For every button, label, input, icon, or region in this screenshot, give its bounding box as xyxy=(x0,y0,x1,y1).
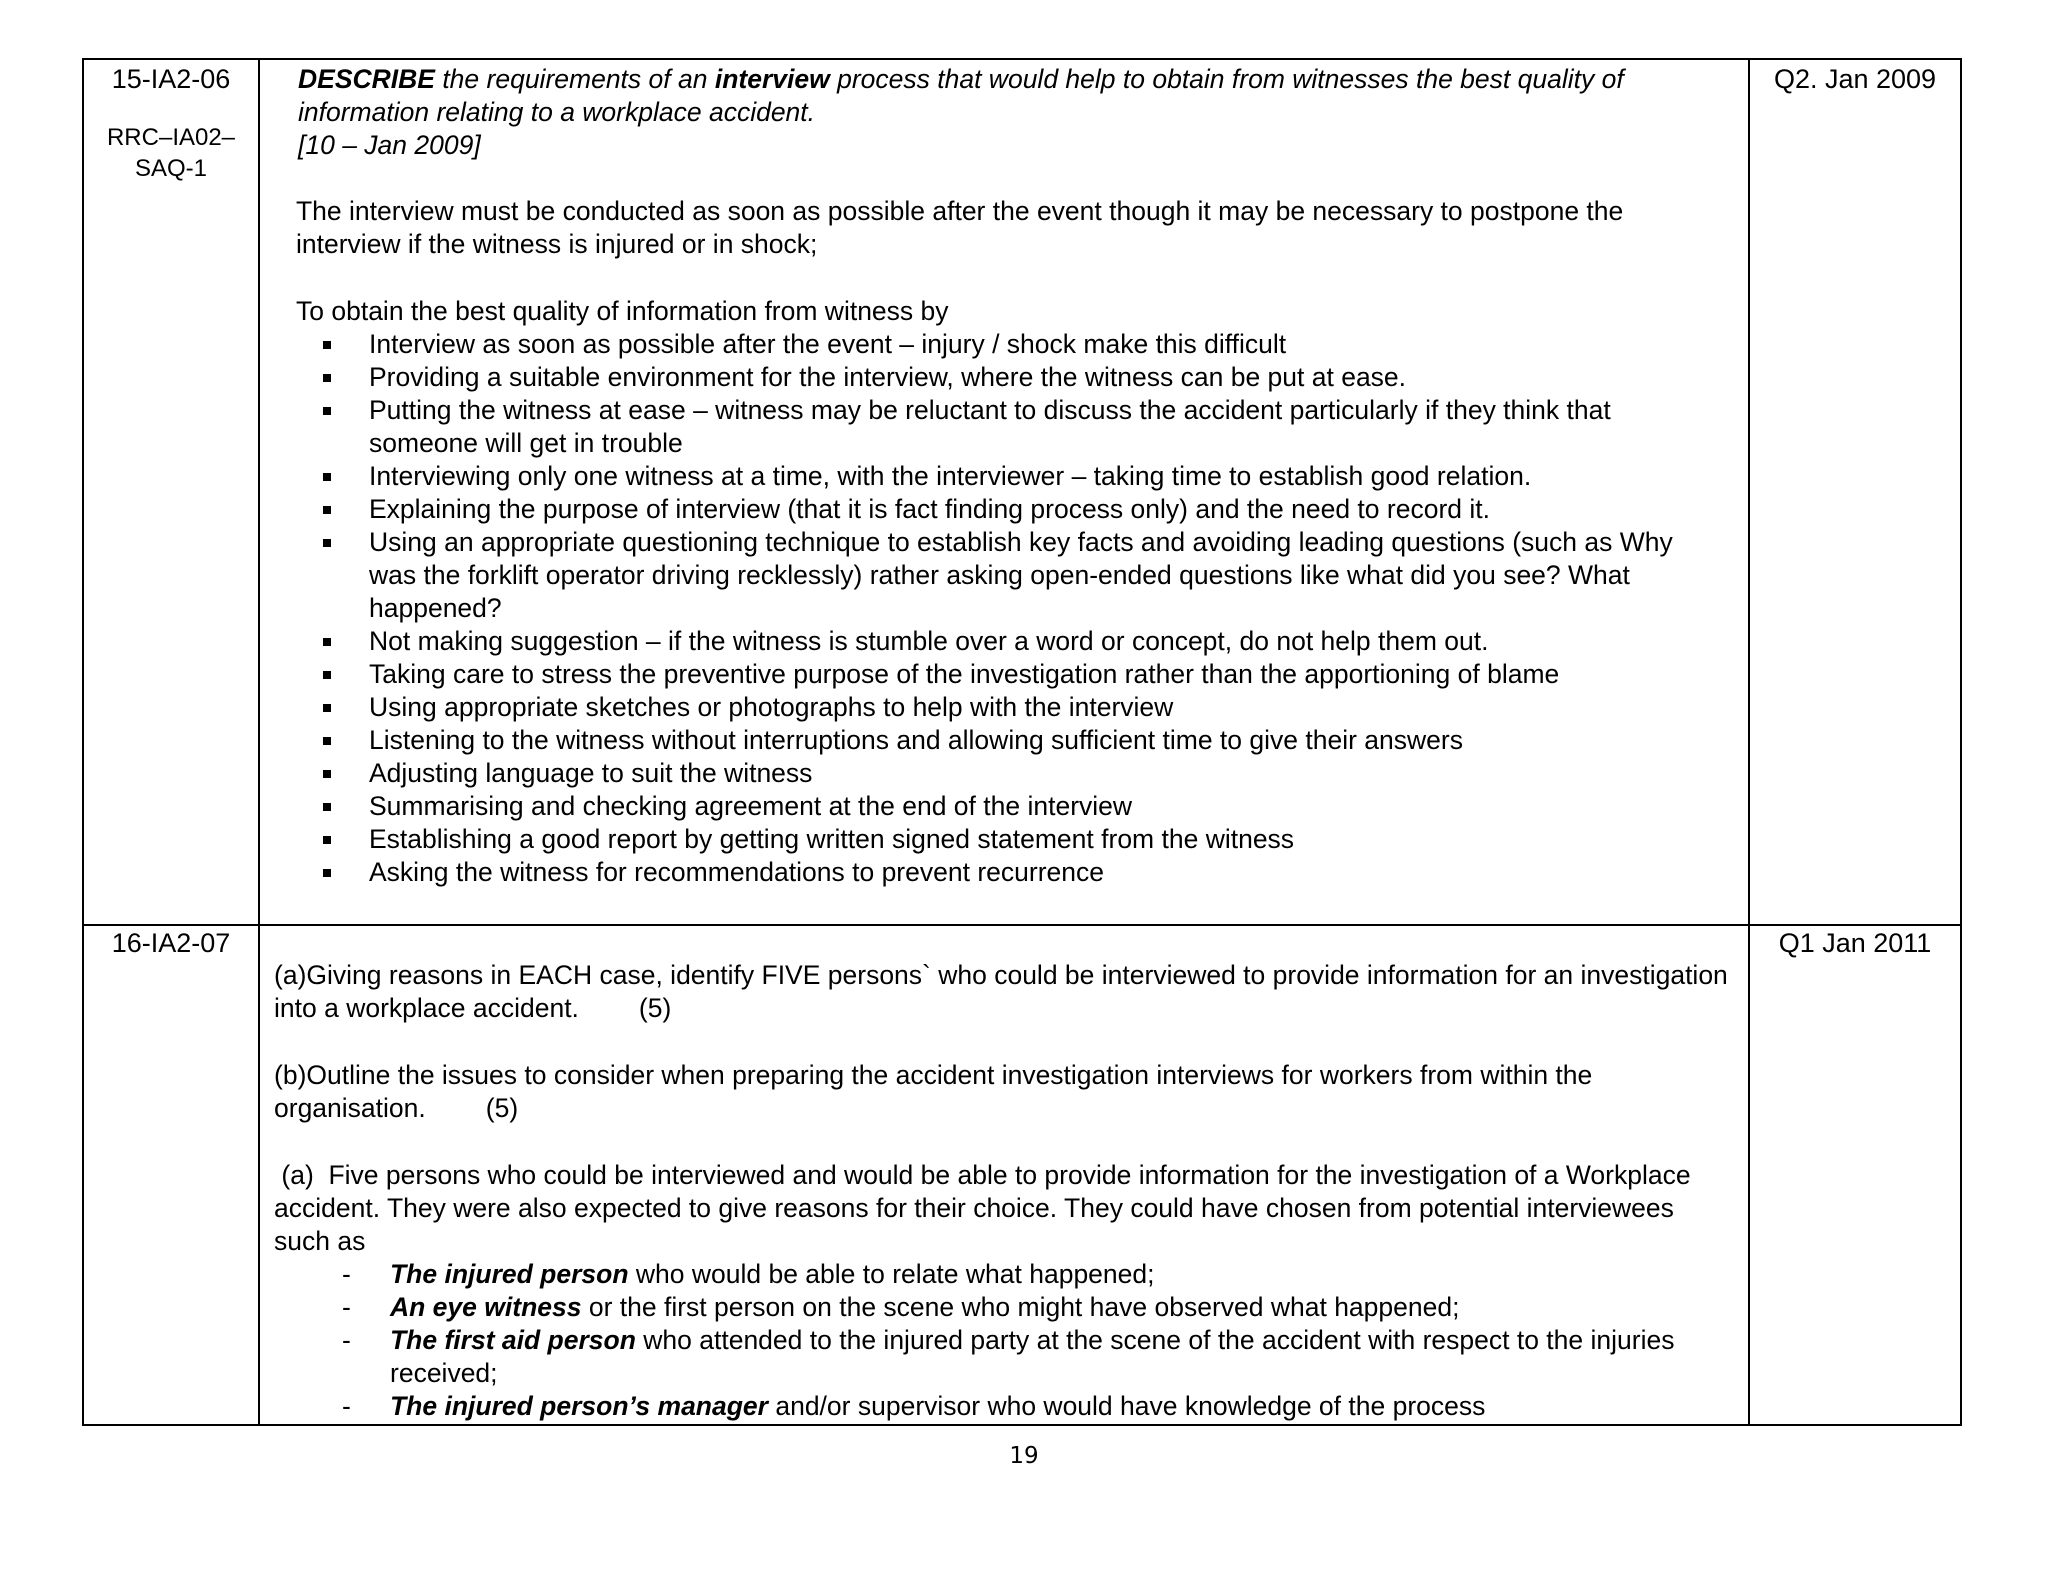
dash-marker: - xyxy=(342,1391,351,1421)
list-item: Explaining the purpose of interview (that it is fact finding process only) and the need to record it. xyxy=(296,493,1726,526)
exam-reference: Q2. Jan 2009 xyxy=(1773,64,1937,94)
answer-a-intro: (a) Five persons who could be interviewed and would be able to provide information for the investigation of a Workplace accident. They were also expected to give reasons for their choice. They could have chosen from potential interviewees such as xyxy=(274,1160,1698,1256)
dash-marker: - xyxy=(342,1325,351,1355)
list-item: Taking care to stress the preventive purpose of the investigation rather than the apportioning of blame xyxy=(296,658,1726,691)
exam-reference: Q1 Jan 2011 xyxy=(1778,928,1932,958)
question-table xyxy=(82,58,1962,1426)
person-reason: or the first person on the scene who might have observed what happened; xyxy=(581,1292,1460,1322)
list-item xyxy=(274,1324,1734,1390)
question-fragment: process that would help to obtain from witnesses the best quality of information relating to a workplace accident. xyxy=(298,64,1624,127)
person-name: The injured person’s manager xyxy=(390,1391,768,1421)
person-name: The first aid person xyxy=(390,1325,636,1355)
question-marks: [10 – Jan 2009] xyxy=(298,130,481,160)
question-text xyxy=(298,63,1728,162)
table-row xyxy=(84,924,1960,1426)
person-reason: who would be able to relate what happened; xyxy=(628,1259,1155,1289)
list-item: Using appropriate sketches or photographs to help with the interview xyxy=(296,691,1726,724)
page-number: 19 xyxy=(1009,1443,1039,1469)
list-item: Not making suggestion – if the witness is stumble over a word or concept, do not help them out. xyxy=(296,625,1726,658)
describe-keyword: DESCRIBE xyxy=(298,64,435,94)
question-a-marks: (5) xyxy=(638,993,672,1023)
question-subcode xyxy=(84,122,258,184)
question-id-cell xyxy=(84,924,260,1426)
list-item: Interviewing only one witness at a time, with the interviewer – taking time to establish good relation. xyxy=(296,460,1726,493)
list-item: Establishing a good report by getting written signed statement from the witness xyxy=(296,823,1726,856)
interview-keyword: interview xyxy=(714,64,830,94)
question-body-cell xyxy=(260,60,1750,924)
question-fragment: the requirements of an xyxy=(434,64,715,94)
person-name: The injured person xyxy=(390,1259,629,1289)
subcode-line: RRC–IA02– xyxy=(106,124,236,151)
table-row xyxy=(84,60,1960,926)
answer-bullet-list xyxy=(296,328,1726,889)
answer-lead: To obtain the best quality of information from witness by xyxy=(296,296,949,326)
list-item: Interview as soon as possible after the event – injury / shock make this difficult xyxy=(296,328,1726,361)
list-item: Providing a suitable environment for the interview, where the witness can be put at ease. xyxy=(296,361,1726,394)
question-code: 16-IA2-07 xyxy=(111,928,231,958)
reference-cell xyxy=(1750,60,1960,924)
question-id-cell xyxy=(84,60,260,924)
interviewee-list xyxy=(274,1258,1734,1423)
question-b-marks: (5) xyxy=(485,1093,519,1123)
list-item: Putting the witness at ease – witness may be reluctant to discuss the accident particularly if they think that someone will get in trouble xyxy=(296,394,1726,460)
answer-intro: The interview must be conducted as soon as possible after the event though it may be necessary to postpone the interview if the witness is injured or in shock; xyxy=(296,196,1624,259)
reference-cell xyxy=(1750,924,1960,1426)
list-item xyxy=(274,1258,1734,1291)
list-item: Listening to the witness without interruptions and allowing sufficient time to give their answers xyxy=(296,724,1726,757)
question-a-text: (a)Giving reasons in EACH case, identify FIVE persons` who could be interviewed to provide information for an investigation into a workplace accident. xyxy=(274,960,1728,1023)
list-item xyxy=(274,1291,1734,1324)
subcode-line: SAQ-1 xyxy=(134,155,208,182)
question-b-text: (b)Outline the issues to consider when preparing the accident investigation interviews for workers from within the organisation. xyxy=(274,1060,1593,1123)
question-body-cell xyxy=(260,924,1750,1426)
list-item: Asking the witness for recommendations to prevent recurrence xyxy=(296,856,1726,889)
list-item xyxy=(274,1390,1734,1423)
question-part-b xyxy=(274,1059,1734,1125)
list-item: Summarising and checking agreement at the end of the interview xyxy=(296,790,1726,823)
list-item: Using an appropriate questioning technique to establish key facts and avoiding leading questions (such as Why was the forklift operator driving recklessly) rather asking open-ended questions like what did you see? What happened? xyxy=(296,526,1726,625)
person-reason: and/or supervisor who would have knowledge of the process xyxy=(767,1391,1486,1421)
question-part-a xyxy=(274,959,1734,1025)
person-reason: who attended to the injured party at the scene of the accident with respect to the injuries received; xyxy=(390,1325,1675,1388)
dash-marker: - xyxy=(342,1259,351,1289)
dash-marker: - xyxy=(342,1292,351,1322)
question-code: 15-IA2-06 xyxy=(111,64,231,94)
list-item: Adjusting language to suit the witness xyxy=(296,757,1726,790)
person-name: An eye witness xyxy=(390,1292,582,1322)
